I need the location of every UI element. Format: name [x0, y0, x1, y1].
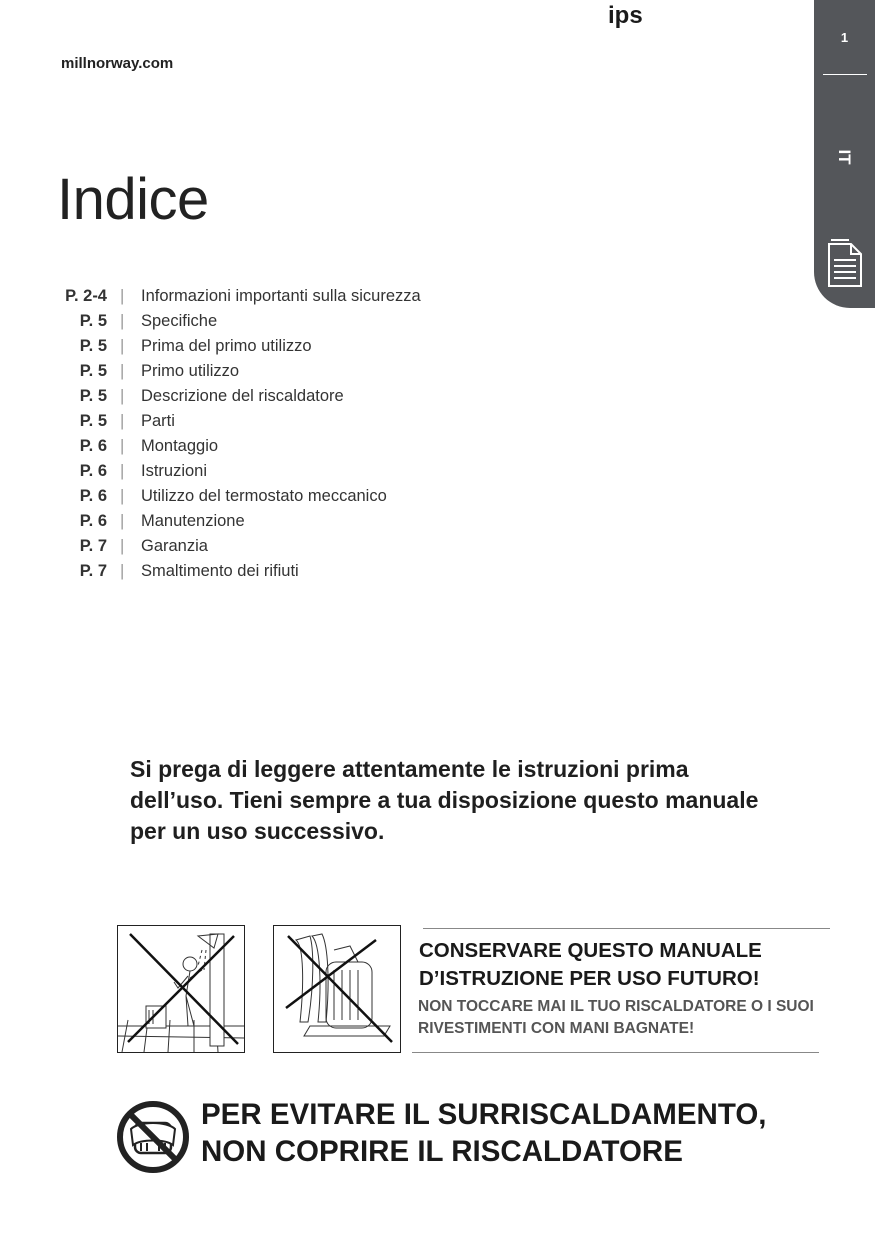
keep-manual-warning: CONSERVARE QUESTO MANUALE D’ISTRUZIONE PER USO FUTURO! [419, 939, 762, 990]
toc-separator: | [120, 487, 125, 505]
toc-separator: | [120, 437, 125, 455]
toc-entry[interactable] [0, 335, 600, 360]
toc-label: Prima del primo utilizzo [141, 337, 312, 355]
no-clothes-drying-icon [273, 925, 401, 1053]
toc-entry[interactable] [0, 485, 600, 510]
toc-separator: | [120, 537, 125, 555]
toc-page: P. 5 [79, 387, 107, 405]
no-shower-use-icon [117, 925, 245, 1053]
toc-entry[interactable] [0, 460, 600, 485]
toc-page: P. 7 [79, 537, 107, 555]
do-not-cover-icon [115, 1099, 191, 1175]
toc-page: P. 6 [79, 512, 107, 530]
toc-separator: | [120, 337, 125, 355]
toc-label: Informazioni importanti sulla sicurezza [141, 287, 421, 305]
toc-page: P. 7 [79, 562, 107, 580]
toc-entry[interactable] [0, 535, 600, 560]
toc-label: Parti [141, 412, 175, 430]
toc-entry[interactable] [0, 385, 600, 410]
side-tab [814, 0, 875, 308]
toc-page: P. 5 [79, 412, 107, 430]
toc-page: P. 5 [79, 362, 107, 380]
document-icon [827, 238, 863, 288]
toc-entry[interactable] [0, 560, 600, 585]
toc-page: P. 6 [79, 437, 107, 455]
side-tab-divider [823, 74, 867, 75]
toc-separator: | [120, 412, 125, 430]
website-url: millnorway.com [61, 55, 174, 72]
page-number: 1 [840, 30, 849, 45]
toc-page: P. 5 [79, 312, 107, 330]
read-instructions-note: Si prega di leggere attentamente le istruzioni prima dell’uso. Tieni sempre a tua disposizione questo manuale per un uso successivo. [130, 756, 759, 844]
toc-label: Descrizione del riscaldatore [141, 387, 344, 405]
toc-entry[interactable] [0, 410, 600, 435]
toc-entry[interactable] [0, 285, 600, 310]
toc-entry[interactable] [0, 310, 600, 335]
warning-rule-top [423, 928, 830, 929]
toc-label: Utilizzo del termostato meccanico [141, 487, 387, 505]
wet-hands-warning: NON TOCCARE MAI IL TUO RISCALDATORE O I SUOI RIVESTIMENTI CON MANI BAGNATE! [418, 998, 814, 1037]
toc-page: P. 6 [79, 462, 107, 480]
toc-entry[interactable] [0, 435, 600, 460]
toc-page: P. 2-4 [65, 287, 107, 305]
warning-rule-bottom [412, 1052, 819, 1053]
toc-label: Smaltimento dei rifiuti [141, 562, 299, 580]
toc-entry[interactable] [0, 510, 600, 535]
toc-entry[interactable] [0, 360, 600, 385]
toc-label: Montaggio [141, 437, 219, 455]
toc-label: Primo utilizzo [141, 362, 240, 380]
toc-label: Garanzia [141, 537, 208, 555]
toc-separator: | [120, 512, 125, 530]
no-cover-warning: PER EVITARE IL SURRISCALDAMENTO, NON COPRIRE IL RISCALDATORE [201, 1098, 767, 1168]
toc-separator: | [120, 562, 125, 580]
toc-separator: | [120, 387, 125, 405]
toc-page: P. 6 [79, 487, 107, 505]
toc-separator: | [120, 287, 125, 305]
toc-separator: | [120, 362, 125, 380]
toc-page: P. 5 [79, 337, 107, 355]
toc-label: Specifiche [141, 312, 218, 330]
page-title: Indice [57, 167, 209, 232]
toc-separator: | [120, 462, 125, 480]
language-label: IT [835, 149, 854, 165]
header-fragment: ips [608, 2, 643, 29]
toc-label: Manutenzione [141, 512, 245, 530]
toc-separator: | [120, 312, 125, 330]
toc-label: Istruzioni [141, 462, 208, 480]
